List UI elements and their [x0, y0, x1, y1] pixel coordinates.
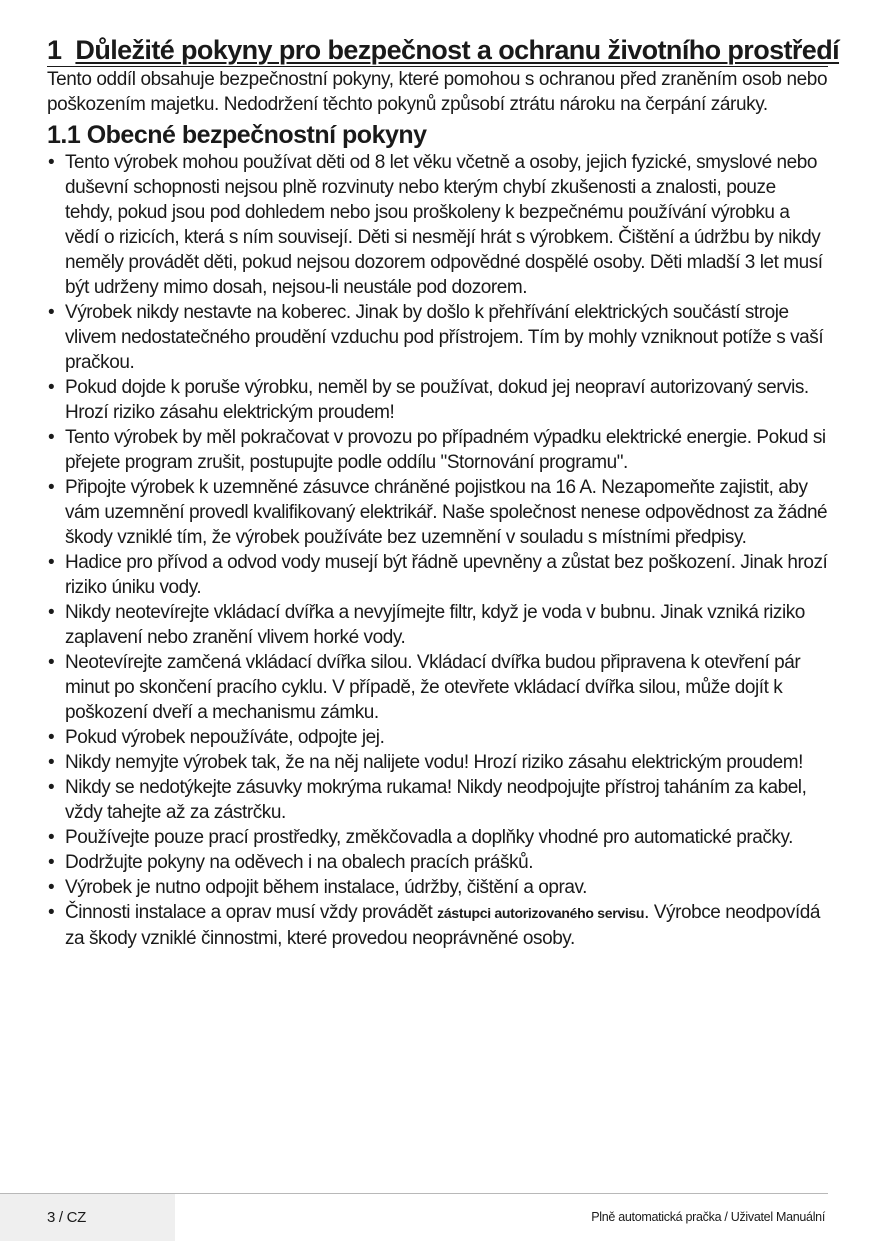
authorized-service-emphasis: zástupci autorizovaného servisu: [437, 905, 645, 921]
section-number: 1: [47, 35, 62, 65]
footer-page-box: [0, 1194, 175, 1241]
subsection-heading: 1.1 Obecné bezpečnostní pokyny: [47, 121, 427, 149]
section-title: Důležité pokyny pro bezpečnost a ochranu životního prostředí: [75, 35, 840, 65]
page-footer: [0, 1193, 828, 1241]
bullet-icon: •: [48, 302, 55, 323]
list-item: • Tento výrobek by měl pokračovat v provozu po případném výpadku elektrické energie. Pokud si přejete program zrušit, postupujte podle oddílu "Stornování programu".: [48, 427, 826, 473]
bullet-icon: •: [48, 477, 55, 498]
bullet-icon: •: [48, 377, 55, 398]
list-item: • Činnosti instalace a oprav musí vždy provádět zástupci autorizovaného servisu. Výrobce neodpovídá za škody vzniklé činnostmi, které provedou neoprávněné osoby.: [48, 902, 821, 949]
bullet-icon: •: [48, 902, 55, 923]
bullet-icon: •: [48, 852, 55, 873]
safety-instructions-list: [47, 150, 828, 951]
bullet-icon: •: [48, 752, 55, 773]
bullet-icon: •: [48, 152, 55, 173]
list-item: • Výrobek nikdy nestavte na koberec. Jinak by došlo k přehřívání elektrických součástí stroje vlivem nedostatečného proudění vzduchu pod přístrojem. Tím by mohly vzniknout potíže s vaší pračkou.: [48, 302, 824, 373]
bullet-icon: •: [48, 427, 55, 448]
list-item: • Pokud dojde k poruše výrobku, neměl by se používat, dokud jej neopraví autorizovaný servis. Hrozí riziko zásahu elektrickým proudem!: [48, 377, 809, 423]
list-item: • Tento výrobek mohou používat děti od 8 let věku včetně a osoby, jejich fyzické, smyslové nebo duševní schopnosti nejsou plně rozvinuty nebo kterým chybí zkušenosti a znalosti, pouze tehdy, pokud jsou pod dohledem nebo jsou proškoleny k bezpečnému používání výrobku a vědí o rizicích, která s ním souvisejí. Děti si nesmějí hrát s výrobkem. Čištění a údržbu by nikdy neměly provádět děti, pokud nejsou dozorem odpovědné dospělé osoby. Děti mladší 3 let musí být udrženy mimo dosah, nejsou-li neustále pod dozorem.: [48, 152, 823, 298]
list-item: • Hadice pro přívod a odvod vody musejí být řádně upevněny a zůstat bez poškození. Jinak hrozí riziko úniku vody.: [48, 552, 828, 598]
bullet-icon: •: [48, 602, 55, 623]
list-item: • Nikdy se nedotýkejte zásuvky mokrýma rukama! Nikdy neodpojujte přístroj taháním za kabel, vždy tahejte až za zástrčku.: [48, 777, 807, 823]
bullet-icon: •: [48, 727, 55, 748]
list-item: • Pokud výrobek nepoužíváte, odpojte jej.: [48, 727, 385, 748]
list-item: • Nikdy neotevírejte vkládací dvířka a nevyjímejte filtr, když je voda v bubnu. Jinak vzniká riziko zaplavení nebo zranění vlivem horké vody.: [48, 602, 805, 648]
list-item: • Neotevírejte zamčená vkládací dvířka silou. Vkládací dvířka budou připravena k otevření pár minut po skončení pracího cyklu. V případě, že otevřete vkládací dvířka silou, může dojít k poškození dveří a mechanismu zámku.: [48, 652, 801, 723]
document-name: Plně automatická pračka / Uživatel Manuální: [591, 1210, 825, 1224]
list-item: • Používejte pouze prací prostředky, změkčovadla a doplňky vhodné pro automatické pračky.: [48, 827, 793, 848]
bullet-icon: •: [48, 652, 55, 673]
list-item: • Připojte výrobek k uzemněné zásuvce chráněné pojistkou na 16 A. Nezapomeňte zajistit, aby vám uzemnění provedl kvalifikovaný elektrikář. Naše společnost nenese odpovědnost za žádné škody vzniklé tím, že výrobek používáte bez uzemnění v souladu s místními předpisy.: [48, 477, 828, 548]
section-intro: Tento oddíl obsahuje bezpečnostní pokyny, které pomohou s ochranou před zraněním osob nebo poškozením majetku. Nedodržení těchto pokynů způsobí ztrátu nároku na čerpání záruky.: [47, 69, 828, 115]
page-content: [47, 34, 840, 951]
bullet-icon: •: [48, 827, 55, 848]
bullet-icon: •: [48, 777, 55, 798]
page-number: 3 / CZ: [47, 1209, 87, 1226]
list-item: • Dodržujte pokyny na oděvech i na obalech pracích prášků.: [48, 852, 534, 873]
list-item: • Výrobek je nutno odpojit během instalace, údržby, čištění a oprav.: [48, 877, 587, 898]
bullet-icon: •: [48, 877, 55, 898]
bullet-icon: •: [48, 552, 55, 573]
section-heading: [47, 34, 840, 67]
list-item: • Nikdy nemyjte výrobek tak, že na něj nalijete vodu! Hrozí riziko zásahu elektrickým proudem!: [48, 752, 803, 773]
